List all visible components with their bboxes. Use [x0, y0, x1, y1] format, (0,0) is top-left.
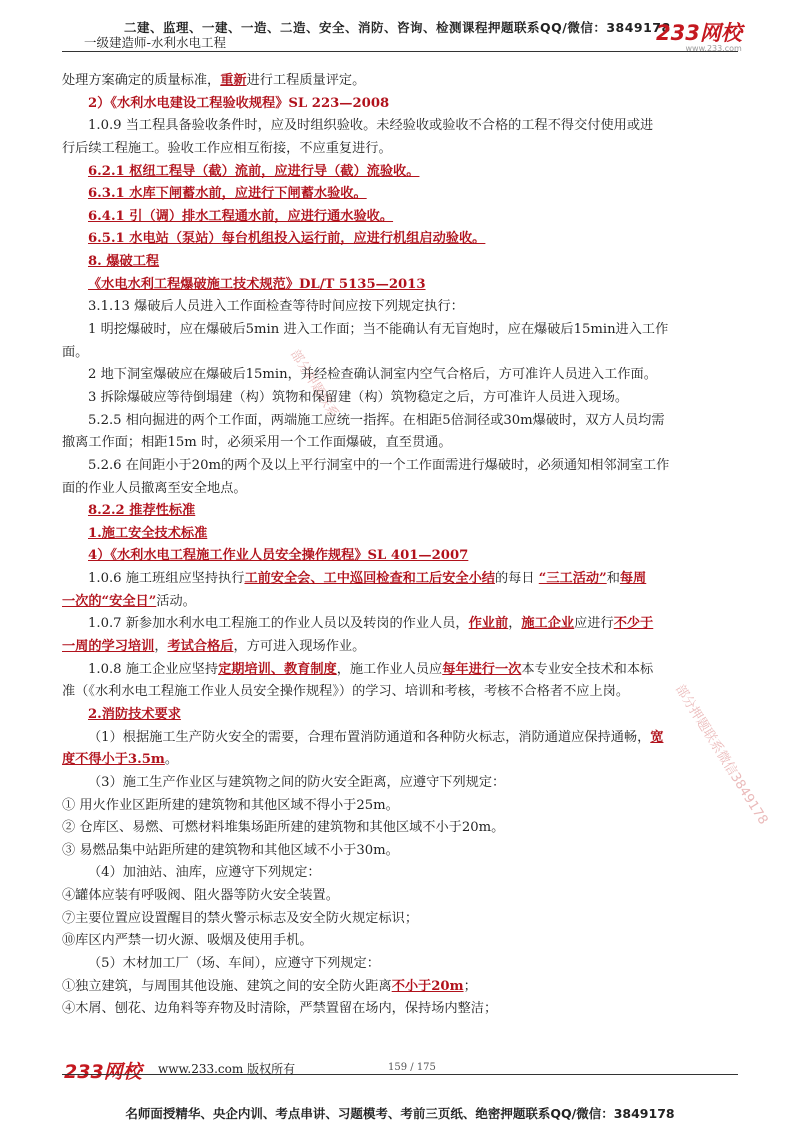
section-heading: 2）《水利水电建设工程验收规程》SL 223—2008	[88, 95, 390, 111]
text-line: 准（《水利水电工程施工作业人员安全操作规程》）的学习、培训和考核，考核不合格者不应上岗。	[62, 684, 630, 700]
text-line: ④木屑、刨花、边角料等弃物及时清除，严禁置留在场内，保持场内整洁；	[62, 1001, 498, 1017]
header-divider	[62, 51, 738, 52]
text-line: 行后续工程施工。验收工作应相互衔接，不应重复进行。	[62, 140, 392, 156]
text-line: 1.0.7 新参加水利水电工程施工的作业人员以及转岗的作业人员，作业前，施工企业应进行不少于	[88, 616, 654, 632]
text-line: 面的作业人员撤离至安全地点。	[62, 480, 247, 496]
section-heading: 4）《水利水电工程施工作业人员安全操作规程》SL 401—2007	[88, 548, 469, 564]
text-line: 1 明挖爆破时，应在爆破后5min 进入工作面；当不能确认有无盲炮时，应在爆破后15min进入工作	[88, 322, 669, 338]
text-line: （1）根据施工生产防火安全的需要，合理布置消防通道和各种防火标志，消防通道应保持通畅，宽	[88, 729, 664, 745]
footer-logo: 233网校	[64, 1061, 142, 1083]
highlight-line: 6.4.1 引（调）排水工程通水前，应进行通水验收。	[88, 208, 394, 224]
text-line: 3.1.13 爆破后人员进入工作面检查等待时间应按下列规定执行：	[88, 299, 464, 315]
text-line: 1.0.6 施工班组应坚持执行工前安全会、工中巡回检查和工后安全小结的每日 “三工活动”和每周	[88, 571, 647, 587]
text-line: 1.0.9 当工程具备验收条件时，应及时组织验收。未经验收或验收不合格的工程不得交付使用或进	[88, 118, 654, 134]
document-body	[62, 70, 738, 1021]
text-line: （3）施工生产作业区与建筑物之间的防火安全距离，应遵守下列规定：	[88, 774, 506, 790]
footer-copyright: www.233.com 版权所有	[158, 1062, 296, 1076]
text-line: （5）木材加工厂（场、车间），应遵守下列规定：	[88, 955, 380, 971]
text-line: ①独立建筑，与周围其他设施、建筑之间的安全防火距离不小于20m；	[62, 978, 477, 994]
text-line: 一周的学习培训，考试合格后，方可进入现场作业。	[62, 639, 366, 655]
watermark: 部分押题联系	[286, 347, 341, 422]
logo-url: www.233.com	[685, 44, 742, 53]
footer-divider	[62, 1074, 738, 1075]
page-header	[0, 0, 800, 52]
page-number: 159 / 175	[388, 1062, 436, 1073]
text-line: 5.2.5 相向掘进的两个工作面，两端施工应统一指挥。在相距5倍洞径或30m爆破时，双方人员均需	[88, 412, 665, 428]
text-line: 度不得小于3.5m。	[62, 752, 179, 768]
text-line: （4）加油站、油库，应遵守下列规定：	[88, 865, 321, 881]
watermark: 部分押题联系微信3849178	[671, 682, 771, 828]
text-line: 2 地下洞室爆破应在爆破后15min，并经检查确认洞室内空气合格后，方可准许人员进入工作面。	[88, 367, 657, 383]
section-heading: 《水电水利工程爆破施工技术规范》DL/T 5135—2013	[88, 276, 426, 292]
header-subject: 一级建造师-水利水电工程	[84, 35, 227, 50]
footer-promo: 名师面授精华、央企内训、考点串讲、习题模考、考前三页纸、绝密押题联系QQ/微信：3849178	[125, 1106, 675, 1121]
text-line: 一次的“安全日”活动。	[62, 593, 196, 609]
text-line: 处理方案确定的质量标准，重新进行工程质量评定。	[62, 73, 366, 88]
section-heading: 8. 爆破工程	[88, 254, 160, 270]
highlight-line: 6.5.1 水电站（泵站）每台机组投入运行前，应进行机组启动验收。	[88, 231, 486, 247]
section-heading: 1.施工安全技术标准	[88, 525, 208, 541]
page-footer	[0, 1060, 800, 1132]
text-line: ② 仓库区、易燃、可燃材料堆集场距所建的建筑物和其他区域不小于20m。	[62, 820, 505, 836]
highlight-line: 6.3.1 水库下闸蓄水前，应进行下闸蓄水验收。	[88, 186, 367, 202]
text-line: 5.2.6 在间距小于20m的两个及以上平行洞室中的一个工作面需进行爆破时，必须通知相邻洞室工作	[88, 457, 670, 473]
text-line: 3 拆除爆破应等待倒塌建（构）筑物和保留建（构）筑物稳定之后，方可准许人员进入现场。	[88, 389, 629, 405]
text-line: ⑦主要位置应设置醒目的禁火警示标志及安全防火规定标识；	[62, 910, 419, 926]
logo-text: 233网校	[656, 21, 742, 45]
text-line: 1.0.8 施工企业应坚持定期培训、教育制度，施工作业人员应每年进行一次本专业安全技术和本标	[88, 661, 654, 677]
section-heading: 8.2.2 推荐性标准	[88, 503, 196, 519]
text-line: ① 用火作业区距所建的建筑物和其他区域不得小于25m。	[62, 797, 399, 813]
text-line: 面。	[62, 344, 89, 360]
header-logo	[656, 17, 742, 53]
text-line: ④罐体应装有呼吸阀、阻火器等防火安全装置。	[62, 888, 339, 904]
text-line: ③ 易燃品集中站距所建的建筑物和其他区域不小于30m。	[62, 842, 399, 858]
text-line: 撤离工作面；相距15m 时，必须采用一个工作面爆破，直至贯通。	[62, 435, 452, 451]
header-promo: 二建、监理、一建、一造、二造、安全、消防、咨询、检测课程押题联系QQ/微信：3849178	[124, 20, 671, 35]
section-heading: 2.消防技术要求	[88, 706, 181, 722]
highlight-line: 6.2.1 枢纽工程导（截）流前，应进行导（截）流验收。	[88, 163, 420, 179]
text-line: ⑩库区内严禁一切火源、吸烟及使用手机。	[62, 933, 313, 949]
